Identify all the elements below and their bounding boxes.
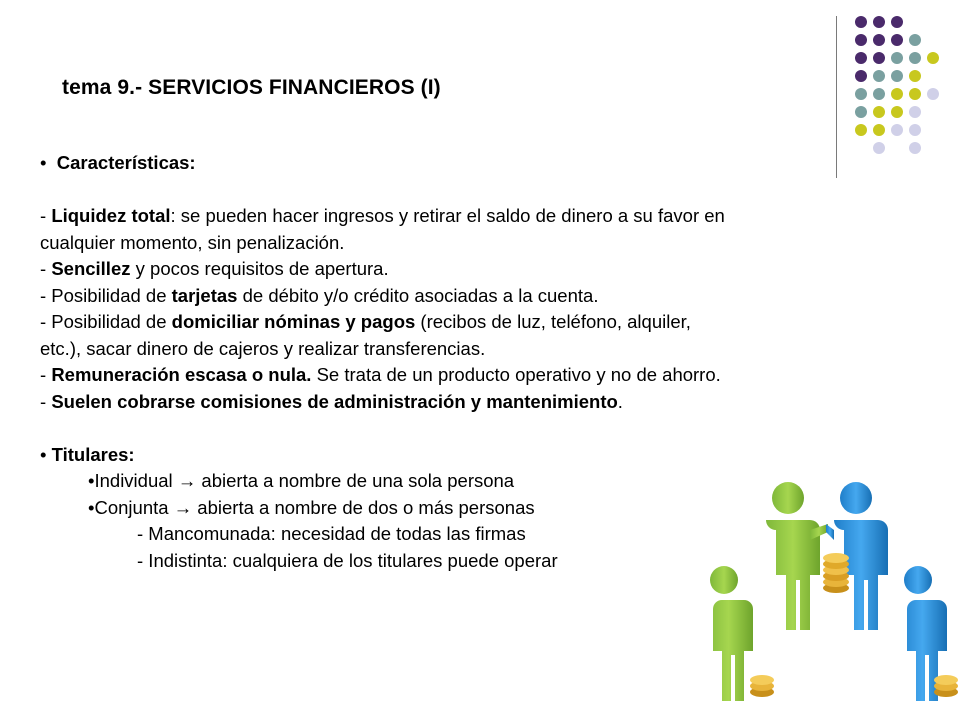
decorative-dot	[909, 34, 921, 46]
titular-individual: •Individual → abierta a nombre de una sola persona	[88, 470, 515, 491]
coin-stack-icon	[823, 553, 849, 593]
feature-domiciliar-cont: etc.), sacar dinero de cajeros y realizar transferencias.	[40, 337, 486, 359]
feature-remuneracion: - Remuneración escasa o nula. Se trata de un producto operativo y no de ahorro.	[40, 364, 721, 385]
decorative-dot	[873, 124, 885, 136]
feature-liquidez-cont: cualquier momento, sin penalización.	[40, 231, 345, 253]
decorative-dot	[855, 52, 867, 64]
decorative-dot	[891, 16, 903, 28]
decorative-dot	[891, 34, 903, 46]
coin-stack-icon	[934, 675, 958, 697]
decorative-dot	[855, 88, 867, 100]
arrow-right-icon: →	[173, 496, 193, 518]
decorative-dot	[909, 106, 921, 118]
feature-tarjetas: - Posibilidad de tarjetas de débito y/o crédito asociadas a la cuenta.	[40, 284, 599, 306]
decorative-dot	[909, 52, 921, 64]
arrow-right-icon: →	[177, 470, 197, 491]
person-green-icon	[766, 482, 828, 630]
decorative-dot	[873, 70, 885, 82]
titular-indistinta: - Indistinta: cualquiera de los titulares puede operar	[137, 549, 558, 571]
titular-conjunta: •Conjunta → abierta a nombre de dos o más personas	[88, 496, 535, 518]
decorative-dot	[927, 88, 939, 100]
decorative-dot	[927, 52, 939, 64]
decorative-dot	[873, 16, 885, 28]
decorative-dot	[855, 34, 867, 46]
person-green-icon	[704, 566, 753, 701]
titular-mancomunada: - Mancomunada: necesidad de todas las firmas	[137, 523, 526, 544]
decorative-dot	[891, 88, 903, 100]
people-money-illustration	[690, 470, 960, 720]
decorative-dot	[873, 88, 885, 100]
decorative-dot	[891, 106, 903, 118]
decorative-dot	[909, 70, 921, 82]
decorative-dot	[855, 106, 867, 118]
decorative-dot	[873, 52, 885, 64]
decorative-dot	[909, 124, 921, 136]
decorative-dot	[909, 88, 921, 100]
titulares-heading: • Titulares:	[40, 443, 135, 465]
caracteristicas-heading: • Características:	[40, 152, 196, 173]
feature-domiciliar: - Posibilidad de domiciliar nóminas y pagos (recibos de luz, teléfono, alquiler,	[40, 311, 691, 332]
feature-sencillez: - Sencillez y pocos requisitos de apertura.	[40, 258, 389, 279]
decorative-dot	[891, 70, 903, 82]
decorative-dot	[891, 52, 903, 64]
decorative-dot	[891, 124, 903, 136]
decorative-dot	[873, 106, 885, 118]
feature-liquidez: - Liquidez total: se pueden hacer ingresos y retirar el saldo de dinero a su favor en	[40, 205, 725, 226]
feature-comisiones: - Suelen cobrarse comisiones de administración y mantenimiento.	[40, 390, 623, 412]
coin-stack-icon	[750, 675, 774, 697]
decorative-dot	[855, 70, 867, 82]
decorative-dot	[873, 34, 885, 46]
page-title: tema 9.- SERVICIOS FINANCIEROS (I)	[62, 76, 441, 99]
decorative-dot	[855, 124, 867, 136]
decorative-dot	[855, 16, 867, 28]
